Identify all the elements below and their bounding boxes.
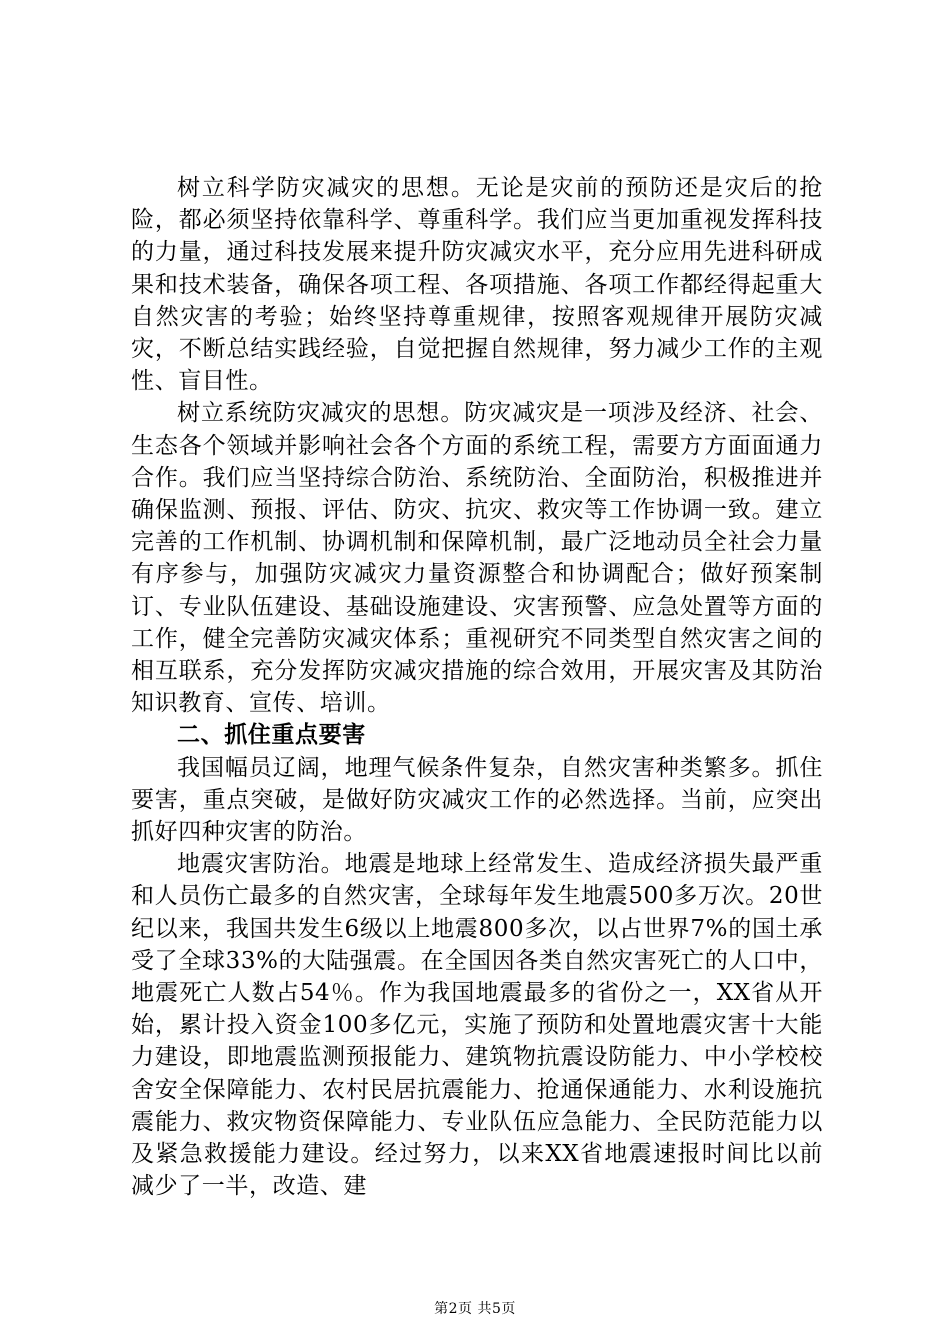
paragraph-scientific-thinking: 树立科学防灾减灾的思想。无论是灾前的预防还是灾后的抢险，都必须坚持依靠科学、尊重科学。我们应当更加重视发挥科技的力量，通过科技发展来提升防灾减灾水平，充分应用先进科研成果和技术装备，确保各项工程、各项措施、各项工作都经得起重大自然灾害的考验；始终坚持尊重规律，按照客观规律开展防灾减灾，不断总结实践经验，自觉把握自然规律，努力减少工作的主观性、盲目性。 (131, 175, 823, 395)
page-footer: 第2页 共5页 (434, 1301, 516, 1317)
paragraph-earthquake-prevention: 地震灾害防治。地震是地球上经常发生、造成经济损失最严重和人员伤亡最多的自然灾害，全球每年发生地震500多万次。20世纪以来，我国共发生6级以上地震800多次，以占世界7%的国土承受了全球33%的大陆强震。在全国因各类自然灾害死亡的人口中，地震死亡人数占54％。作为我国地震最多的省份之一，XX省从开始，累计投入资金100多亿元，实施了预防和处置地震灾害十大能力建设，即地震监测预报能力、建筑物抗震设防能力、中小学校校舍安全保障能力、农村民居抗震能力、抢通保通能力、水利设施抗震能力、救灾物资保障能力、专业队伍应急能力、全民防范能力以及紧急救援能力建设。经过努力，以来XX省地震速报时间比以前减少了一半，改造、建 (131, 851, 823, 1200)
paragraph-key-focus: 我国幅员辽阔，地理气候条件复杂，自然灾害种类繁多。抓住要害，重点突破，是做好防灾减灾工作的必然选择。当前，应突出抓好四种灾害的防治。 (131, 754, 823, 846)
document-body (131, 172, 823, 1203)
section-heading: 二、抓住重点要害 (177, 721, 366, 749)
paragraph-systematic-thinking: 树立系统防灾减灾的思想。防灾减灾是一项涉及经济、社会、生态各个领域并影响社会各个方面的系统工程，需要方方面面通力合作。我们应当坚持综合防治、系统防治、全面防治，积极推进并确保监测、预报、评估、防灾、抗灾、救灾等工作协调一致。建立完善的工作机制、协调机制和保障机制，最广泛地动员全社会力量有序参与，加强防灾减灾力量资源整合和协调配合；做好预案制订、专业队伍建设、基础设施建设、灾害预警、应急处置等方面的工作，健全完善防灾减灾体系；重视研究不同类型自然灾害之间的相互联系，充分发挥防灾减灾措施的综合效用，开展灾害及其防治知识教育、宣传、培训。 (131, 400, 823, 717)
